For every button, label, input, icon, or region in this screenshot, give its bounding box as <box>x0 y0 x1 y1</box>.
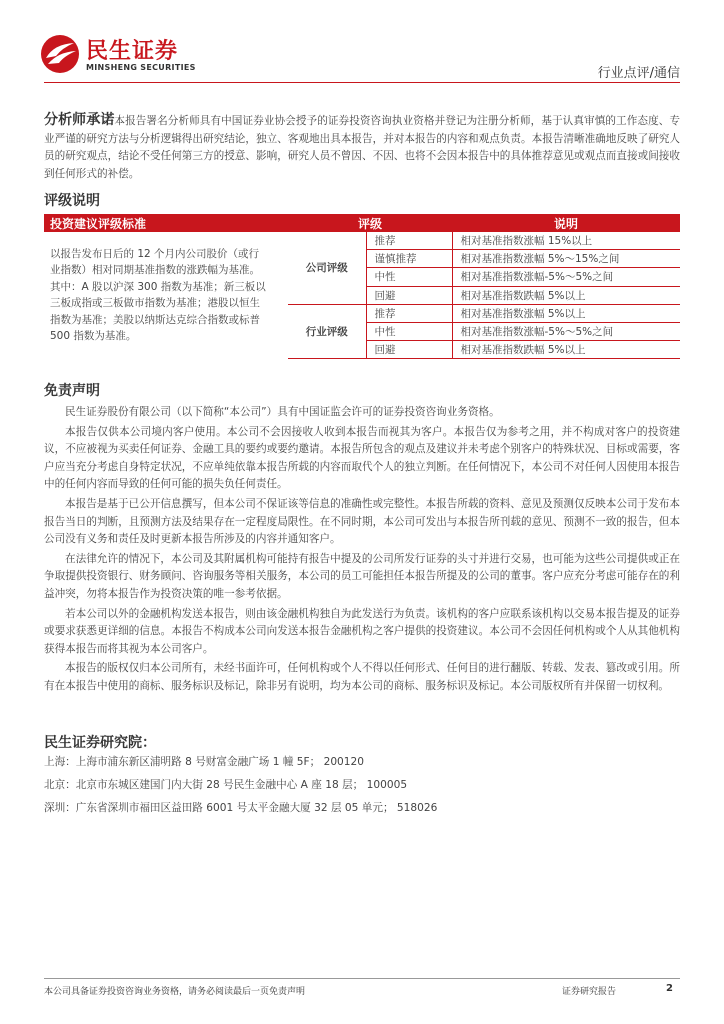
rating-desc: 相对基准指数跌幅 5%以上 <box>452 286 680 304</box>
rating-desc: 相对基准指数涨幅-5%～5%之间 <box>452 268 680 286</box>
institute-title: 民生证券研究院： <box>44 735 156 751</box>
analyst-commitment <box>44 112 680 183</box>
disclaimer-paragraph: 本报告仅供本公司境内客户使用。本公司不会因接收人收到本报告而视其为客户。本报告仅为参考之用，并不构成对客户的投资建议，不应被视为买卖任何证券、金融工具的要约或要约邀请。本报告所包含的观点及建议并未考虑个别客户的特殊状况、目标或需要，客户应当充分考虑自身特定状况，不应单纯依靠本报告所载的内容而取代个人的独立判断。在任何情况下，本公司不对任何人因使用本报告中的任何内容而导致的任何可能的损失负任何责任。 <box>44 425 680 491</box>
rating-standard-text: 以报告发布日后的 12 个月内公司股价（或行业指数）相对同期基准指数的涨跌幅为基准。其中：A 股以沪深 300 指数为基准；新三板以三板成指或三板做市指数为基准；港股以恒生指数为基准；美股以纳斯达克综合指数或标普 500 指数为基准。 <box>50 247 266 343</box>
rating-desc: 相对基准指数涨幅 5%～15%之间 <box>452 250 680 268</box>
table-row <box>44 232 680 250</box>
rating-desc: 相对基准指数涨幅 15%以上 <box>452 232 680 250</box>
minsheng-logo-icon <box>40 34 80 74</box>
brand-name-cn: 民生证券 <box>86 39 179 64</box>
header-standard: 投资建议评级标准 <box>44 214 288 232</box>
page-number: 2 <box>666 983 673 994</box>
rating-section-title: 评级说明 <box>44 193 100 209</box>
rating-table-header <box>44 214 680 232</box>
rating-level: 回避 <box>366 341 452 359</box>
company-rating-label: 公司评级 <box>288 232 366 304</box>
address-beijing: 北京：北京市东城区建国门内大街 28 号民生金融中心 A 座 18 层； 100005 <box>44 779 408 791</box>
address-shenzhen: 深圳：广东省深圳市福田区益田路 6001 号太平金融大厦 32 层 05 单元； 518026 <box>44 802 438 814</box>
rating-level: 谨慎推荐 <box>366 250 452 268</box>
footer-notice: 本公司具备证券投资咨询业务资格，请务必阅读最后一页免责声明 <box>44 987 306 997</box>
footer-report-type: 证券研究报告 <box>562 987 617 997</box>
disclaimer-paragraph: 在法律允许的情况下，本公司及其附属机构可能持有报告中提及的公司所发行证券的头寸并进行交易，也可能为这些公司提供或正在争取提供投资银行、财务顾问、咨询服务等相关服务，本公司的员工可能担任本报告所提及的公司的董事。客户应充分考虑可能存在的利益冲突，勿将本报告作为投资决策的唯一参考依据。 <box>44 552 680 600</box>
header-level: 评级 <box>288 214 452 232</box>
analyst-commitment-text: 本报告署名分析师具有中国证券业协会授予的证券投资咨询执业资格并登记为注册分析师，基于认真审慎的工作态度、专业严谨的研究方法与分析逻辑得出研究结论，独立、客观地出具本报告，并对本报告的内容和观点负责。本报告清晰准确地反映了研究人员的研究观点，结论不受任何第三方的授意、影响，研究人员不曾因、不因、也将不会因本报告中的具体推荐意见或观点而直接或间接收到任何形式的补偿。 <box>44 115 681 180</box>
rating-level: 推荐 <box>366 232 452 250</box>
brand-logo <box>40 30 196 78</box>
disclaimer-section-title: 免责声明 <box>44 383 100 399</box>
industry-rating-label: 行业评级 <box>288 304 366 359</box>
footer-divider <box>44 978 680 979</box>
rating-level: 中性 <box>366 268 452 286</box>
disclaimer-paragraph: 本报告的版权仅归本公司所有，未经书面许可，任何机构或个人不得以任何形式、任何目的进行翻版、转载、发表、篡改或引用。所有在本报告中使用的商标、服务标识及标记，除非另有说明，均为本公司的商标、服务标识及标记。本公司版权所有并保留一切权利。 <box>44 662 680 692</box>
disclaimer-body <box>44 404 680 698</box>
analyst-commitment-title: 分析师承诺 <box>44 112 115 128</box>
disclaimer-paragraph: 民生证券股份有限公司（以下简称“本公司”）具有中国证监会许可的证券投资咨询业务资格。 <box>65 406 500 418</box>
rating-level: 回避 <box>366 286 452 304</box>
rating-level: 推荐 <box>366 304 452 322</box>
rating-desc: 相对基准指数涨幅 5%以上 <box>452 304 680 322</box>
disclaimer-paragraph: 若本公司以外的金融机构发送本报告，则由该金融机构独自为此发送行为负责。该机构的客户应联系该机构以交易本报告提及的证券或要求获悉更详细的信息。本报告不构成本公司向发送本报告金融机构之客户提供的投资建议。本公司不会因任何机构或个人从其他机构获得本报告而将其视为本公司客户。 <box>44 607 680 655</box>
rating-desc: 相对基准指数跌幅 5%以上 <box>452 341 680 359</box>
rating-level: 中性 <box>366 322 452 340</box>
address-shanghai: 上海：上海市浦东新区浦明路 8 号财富金融广场 1 幢 5F； 200120 <box>44 756 365 768</box>
header-description: 说明 <box>452 214 680 232</box>
report-category: 行业点评/通信 <box>597 66 680 81</box>
header-divider <box>44 82 680 83</box>
brand-name-en: MINSHENG SECURITIES <box>86 63 196 72</box>
disclaimer-paragraph: 本报告是基于已公开信息撰写，但本公司不保证该等信息的准确性或完整性。本报告所载的资料、意见及预测仅反映本公司于发布本报告当日的判断，且预测方法及结果存在一定程度局限性。在不同时期，本公司可发出与本报告所刊载的意见、预测不一致的报告，但本公司没有义务和责任及时更新本报告所涉及的内容并通知客户。 <box>44 497 680 546</box>
rating-desc: 相对基准指数涨幅-5%～5%之间 <box>452 322 680 340</box>
rating-table <box>44 214 680 359</box>
